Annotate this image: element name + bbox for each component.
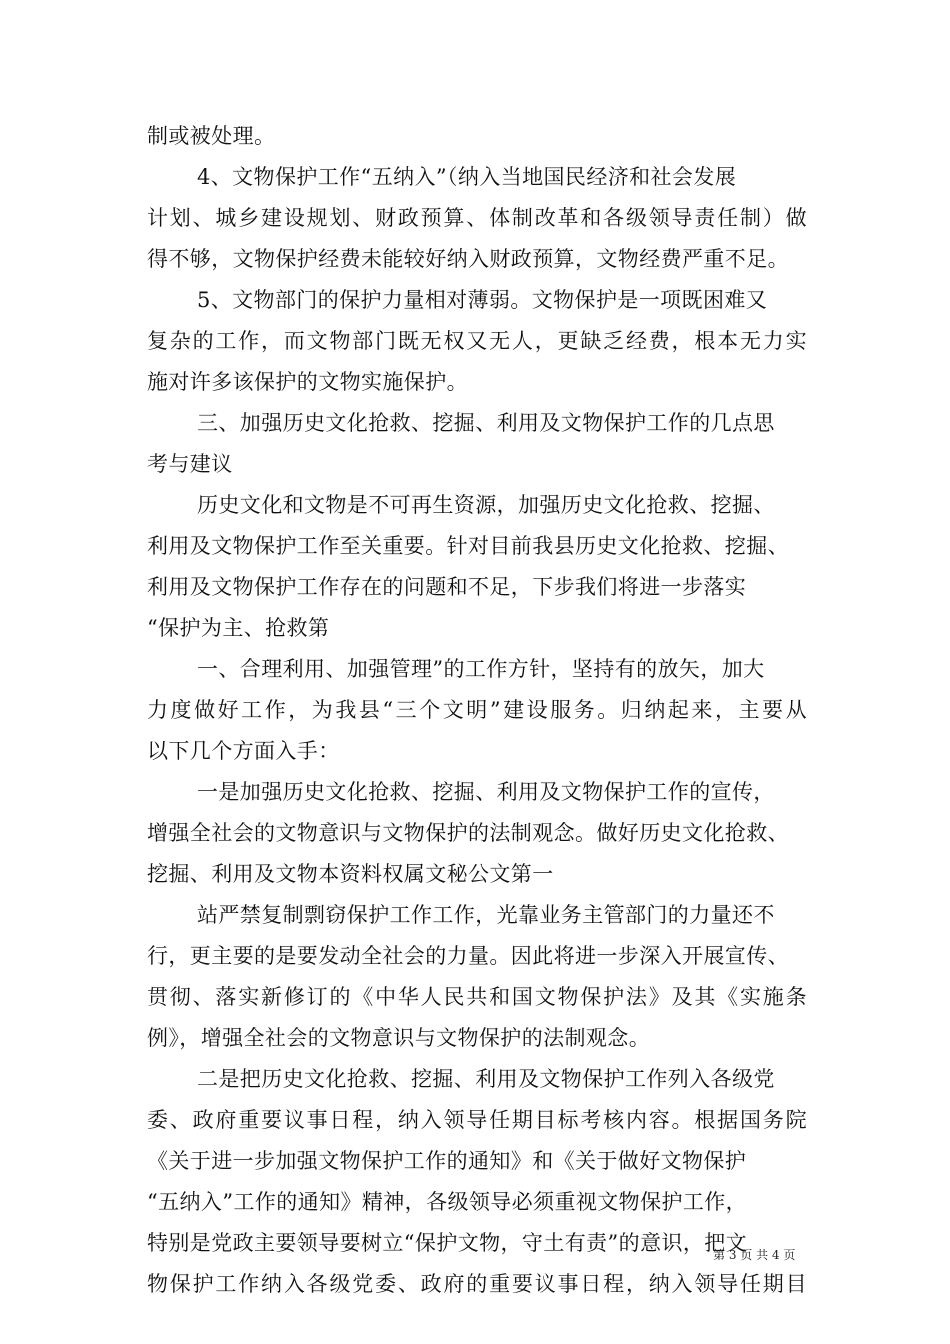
text-line: 《关于进一步加强文物保护工作的通知》和《关于做好文物保护 bbox=[147, 1149, 747, 1173]
text-line: 4、文物保护工作“五纳入”（纳入当地国民经济和社会发展 bbox=[197, 165, 737, 189]
text-line: 以下几个方面入手： bbox=[147, 739, 340, 763]
text-line: 行，更主要的是要发动全社会的力量。因此将进一步深入开展宣传、 bbox=[147, 944, 789, 968]
page-number-footer: 第 3 页 共 4 页 bbox=[713, 1248, 796, 1262]
text-line: 例》，增强全社会的文物意识与文物保护的法制观念。 bbox=[147, 1026, 651, 1050]
document-body bbox=[147, 116, 807, 1305]
text-line: 施对许多该保护的文物实施保护。 bbox=[147, 370, 468, 394]
text-line: 物保护工作纳入各级党委、政府的重要议事日程，纳入领导任期目 bbox=[147, 1272, 807, 1296]
section-heading-line: 三、加强历史文化抢救、挖掘、利用及文物保护工作的几点思 bbox=[197, 411, 775, 435]
text-line: 力度做好工作，为我县“三个文明”建设服务。归纳起来，主要从 bbox=[147, 698, 807, 722]
section-heading-line: 考与建议 bbox=[147, 452, 233, 476]
text-line: 贯彻、落实新修订的《中华人民共和国文物保护法》及其《实施条 bbox=[147, 985, 807, 1009]
text-line: 5、文物部门的保护力量相对薄弱。文物保护是一项既困难又 bbox=[197, 288, 768, 312]
text-line: 一是加强历史文化抢救、挖掘、利用及文物保护工作的宣传， bbox=[197, 780, 775, 804]
text-line: 挖掘、利用及文物本资料权属文秘公文第一 bbox=[147, 862, 554, 886]
text-line: 制或被处理。 bbox=[147, 124, 276, 148]
text-line: 计划、城乡建设规划、财政预算、体制改革和各级领导责任制）做 bbox=[147, 206, 807, 230]
text-line: 二是把历史文化抢救、挖掘、利用及文物保护工作列入各级党 bbox=[197, 1067, 775, 1091]
text-line: 得不够，文物保护经费未能较好纳入财政预算，文物经费严重不足。 bbox=[147, 247, 789, 271]
text-line: 特别是党政主要领导要树立“保护文物，守土有责”的意识，把文 bbox=[147, 1231, 748, 1255]
text-line: 复杂的工作，而文物部门既无权又无人，更缺乏经费，根本无力实 bbox=[147, 329, 807, 353]
text-line: “五纳入”工作的通知》精神，各级领导必须重视文物保护工作， bbox=[147, 1190, 748, 1214]
text-line: “保护为主、抢救第 bbox=[147, 616, 330, 640]
text-line: 站严禁复制剽窃保护工作工作，光靠业务主管部门的力量还不 bbox=[197, 903, 775, 927]
text-line: 一、合理利用、加强管理”的工作方针，坚持有的放矢，加大 bbox=[197, 657, 765, 681]
text-line: 委、政府重要议事日程，纳入领导任期目标考核内容。根据国务院 bbox=[147, 1108, 807, 1132]
text-line: 利用及文物保护工作至关重要。针对目前我县历史文化抢救、挖掘、 bbox=[147, 534, 789, 558]
text-line: 利用及文物保护工作存在的问题和不足，下步我们将进一步落实 bbox=[147, 575, 747, 599]
text-line: 增强全社会的文物意识与文物保护的法制观念。做好历史文化抢救、 bbox=[147, 821, 789, 845]
text-line: 历史文化和文物是不可再生资源，加强历史文化抢救、挖掘、 bbox=[197, 493, 775, 517]
